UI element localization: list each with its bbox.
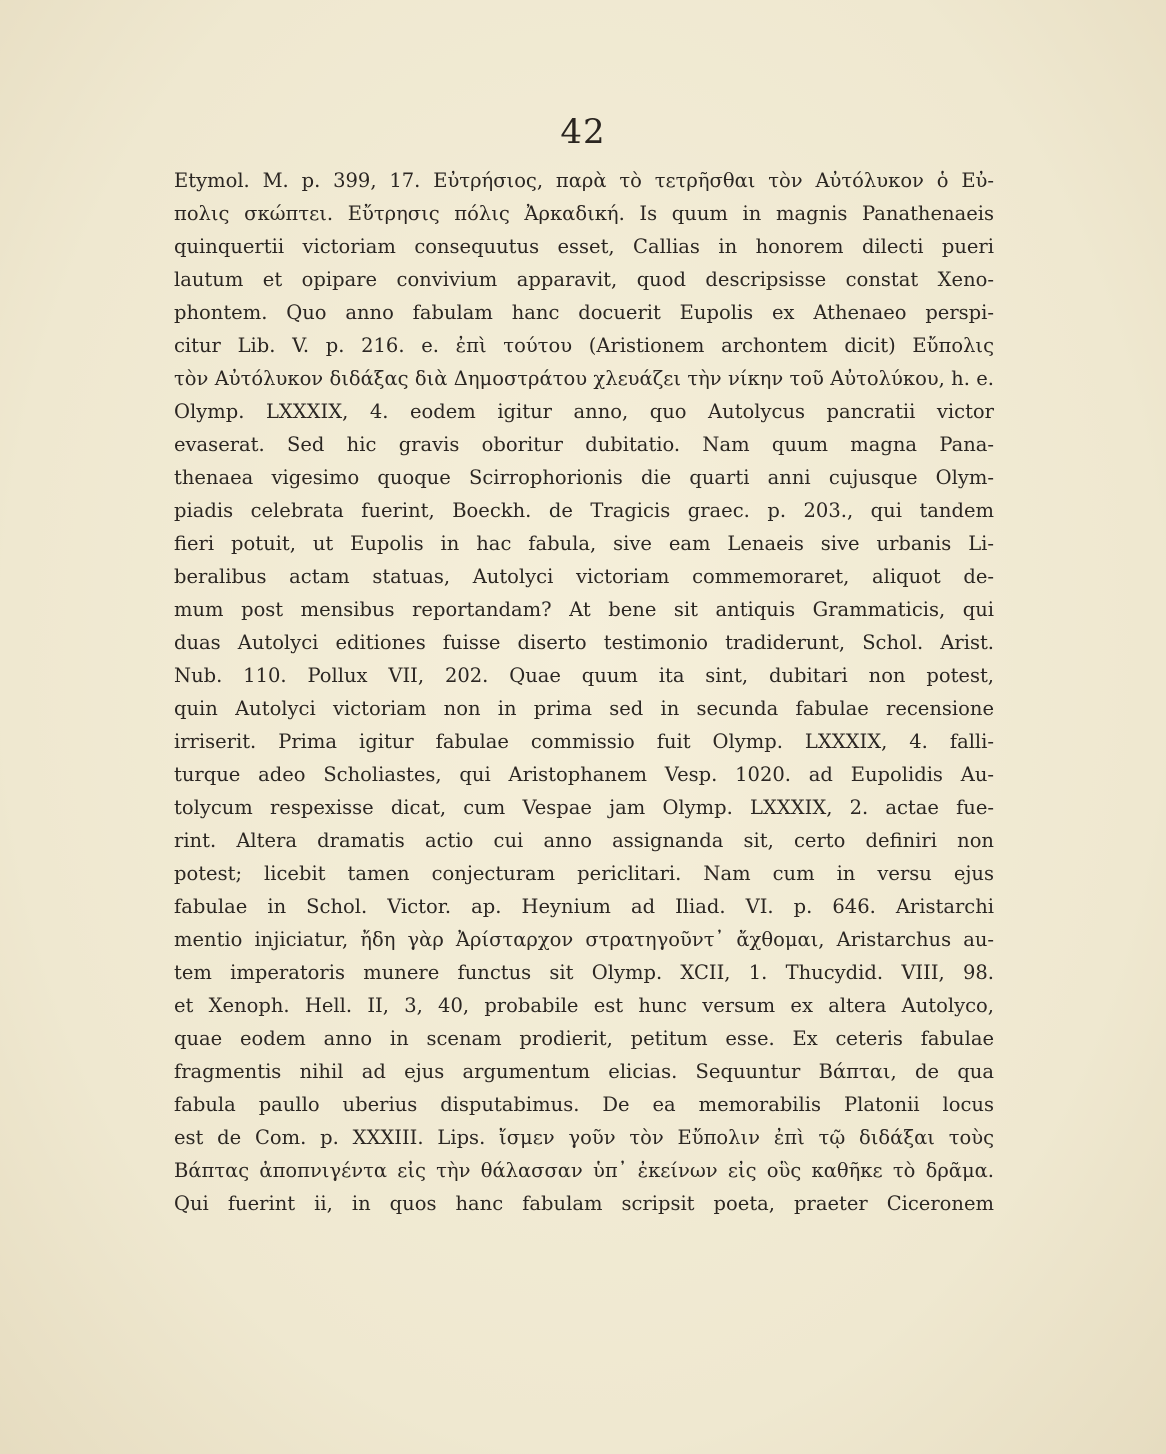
text-line: lautum et opipare convivium apparavit, quod descripsisse constat Xeno- (174, 268, 994, 291)
text-line: phontem. Quo anno fabulam hanc docuerit Eupolis ex Athenaeo perspi- (174, 301, 994, 324)
text-line: Etymol. M. p. 399, 17. Εὐτρήσιος, παρὰ τὸ τετρῆσθαι τὸν Αὐτόλυκον ὁ Εὐ- (174, 169, 994, 192)
text-line: turque adeo Scholiastes, qui Aristophanem Vesp. 1020. ad Eupolidis Au- (174, 763, 994, 786)
page-number: 42 (560, 112, 606, 152)
text-line: Olymp. LXXXIX, 4. eodem igitur anno, quo Autolycus pancratii victor (174, 400, 994, 423)
text-line: mum post mensibus reportandam? At bene sit antiquis Grammaticis, qui (174, 598, 994, 621)
text-line: fabula paullo uberius disputabimus. De ea memorabilis Platonii locus (174, 1093, 994, 1116)
text-line: rint. Altera dramatis actio cui anno assignanda sit, certo definiri non (174, 829, 994, 852)
text-line: est de Com. p. XXXIII. Lips. ἴσμεν γοῦν τὸν Εὔπολιν ἐπὶ τῷ διδάξαι τοὺς (174, 1126, 994, 1149)
text-line: piadis celebrata fuerint, Boeckh. de Tragicis graec. p. 203., qui tandem (174, 499, 994, 522)
text-line: duas Autolyci editiones fuisse diserto testimonio tradiderunt, Schol. Arist. (174, 631, 994, 654)
text-line: potest; licebit tamen conjecturam periclitari. Nam cum in versu ejus (174, 862, 994, 885)
text-line: evaserat. Sed hic gravis oboritur dubitatio. Nam quum magna Pana- (174, 433, 994, 456)
text-line: fragmentis nihil ad ejus argumentum elicias. Sequuntur Βάπται, de qua (174, 1060, 994, 1083)
text-line: thenaea vigesimo quoque Scirrophorionis die quarti anni cujusque Olym- (174, 466, 994, 489)
text-line: Qui fuerint ii, in quos hanc fabulam scripsit poeta, praeter Ciceronem (174, 1192, 994, 1215)
text-line: quinquertii victoriam consequutus esset, Callias in honorem dilecti pueri (174, 235, 994, 258)
text-line: fieri potuit, ut Eupolis in hac fabula, sive eam Lenaeis sive urbanis Li- (174, 532, 994, 555)
text-line: πολις σκώπτει. Εὔτρησις πόλις Ἀρκαδική. Is quum in magnis Panathenaeis (174, 202, 994, 225)
text-line: fabulae in Schol. Victor. ap. Heynium ad Iliad. VI. p. 646. Aristarchi (174, 895, 994, 918)
text-line: Βάπτας ἀποπνιγέντα εἰς τὴν θάλασσαν ὑπ᾽ ἐκείνων εἰς οὓς καθῆκε τὸ δρᾶμα. (174, 1159, 994, 1182)
text-line: τὸν Αὐτόλυκον διδάξας διὰ Δημοστράτου χλευάζει τὴν νίκην τοῦ Αὐτολύκου, h. e. (174, 367, 994, 390)
text-line: tem imperatoris munere functus sit Olymp. XCII, 1. Thucydid. VIII, 98. (174, 961, 994, 984)
text-line: irriserit. Prima igitur fabulae commissio fuit Olymp. LXXXIX, 4. falli- (174, 730, 994, 753)
text-line: mentio injiciatur, ἤδη γὰρ Ἀρίσταρχον στρατηγοῦντ᾽ ἄχθομαι, Aristarchus au- (174, 928, 994, 951)
text-line: beralibus actam statuas, Autolyci victoriam commemoraret, aliquot de- (174, 565, 994, 588)
text-line: et Xenoph. Hell. II, 3, 40, probabile est hunc versum ex altera Autolyco, (174, 994, 994, 1017)
text-line: Nub. 110. Pollux VII, 202. Quae quum ita sint, dubitari non potest, (174, 664, 994, 687)
body-text (174, 164, 994, 1220)
text-line: quae eodem anno in scenam prodierit, petitum esse. Ex ceteris fabulae (174, 1027, 994, 1050)
text-line: quin Autolyci victoriam non in prima sed in secunda fabulae recensione (174, 697, 994, 720)
text-line: tolycum respexisse dicat, cum Vespae jam Olymp. LXXXIX, 2. actae fue- (174, 796, 994, 819)
text-line: citur Lib. V. p. 216. e. ἐπὶ τούτου (Aristionem archontem dicit) Εὔπολις (174, 334, 994, 357)
